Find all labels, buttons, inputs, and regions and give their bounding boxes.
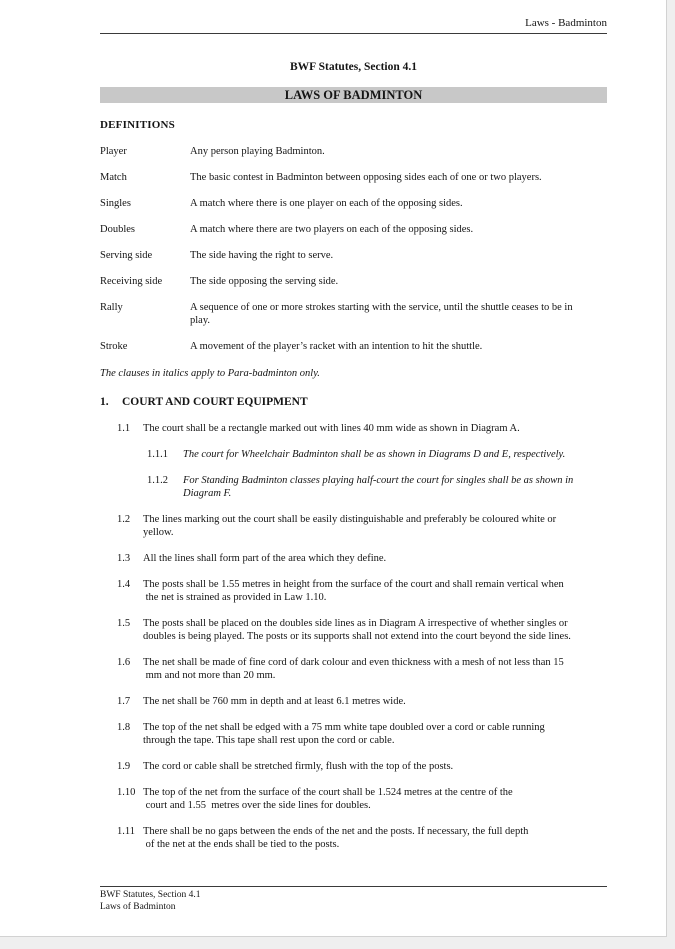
definition-row-doubles (100, 223, 607, 236)
section-1-heading (100, 395, 607, 409)
law-number: 1.8 (117, 722, 131, 733)
law-item-1-9 (117, 760, 607, 773)
law-item-1-2 (117, 513, 607, 539)
running-header (100, 0, 607, 34)
definition-row-receiving-side (100, 275, 607, 288)
para-badminton-note: The clauses in italics apply to Para-badminton only. (100, 368, 320, 379)
running-header-text: Laws - Badminton (525, 17, 607, 29)
definition-text: The side having the right to serve. (190, 250, 334, 261)
law-item-1-4 (117, 578, 607, 604)
definition-term: Singles (100, 198, 131, 209)
law-text: There shall be no gaps between the ends of the net and the posts. If necessary, the full depth of the net at the ends shall be tied to the posts. (143, 826, 529, 850)
definition-text: A movement of the player’s racket with an intention to hit the shuttle. (190, 341, 483, 352)
law-text: The top of the net shall be edged with a 75 mm white tape doubled over a cord or cable running through the tape. This tape shall rest upon the cord or cable. (143, 722, 545, 746)
law-number: 1.6 (117, 657, 131, 668)
law-text: The court shall be a rectangle marked out with lines 40 mm wide as shown in Diagram A. (143, 423, 520, 434)
definition-term: Receiving side (100, 276, 163, 287)
law-text: The top of the net from the surface of the court shall be 1.524 metres at the centre of the court and 1.55 metres over the side lines for doubles. (143, 787, 513, 811)
definition-row-serving-side (100, 249, 607, 262)
definition-text: A match where there is one player on each of the opposing sides. (190, 198, 463, 209)
definitions-heading: DEFINITIONS (100, 119, 175, 131)
definition-term: Stroke (100, 341, 128, 352)
law-text: The net shall be 760 mm in depth and at least 6.1 metres wide. (143, 696, 406, 707)
definition-row-player (100, 145, 607, 158)
definition-text: A sequence of one or more strokes starting with the service, until the shuttle ceases to be in play. (190, 302, 573, 326)
law-item-1-11 (117, 825, 607, 851)
definition-text: A match where there are two players on each of the opposing sides. (190, 224, 474, 235)
law-number: 1.3 (117, 553, 131, 564)
definition-term: Player (100, 146, 127, 157)
law-number: 1.2 (117, 514, 131, 525)
law-text: The posts shall be 1.55 metres in height from the surface of the court and shall remain vertical when the net is strained as provided in Law 1.10. (143, 579, 564, 603)
law-text: The posts shall be placed on the doubles side lines as in Diagram A irrespective of whether singles or doubles is being played. The posts or its supports shall not extend into the court beyond the side lines. (143, 618, 571, 642)
law-item-1-1-2 (147, 474, 607, 500)
footer-line-1: BWF Statutes, Section 4.1 (100, 890, 201, 900)
law-number: 1.7 (117, 696, 131, 707)
definition-term: Match (100, 172, 127, 183)
law-number: 1.1.2 (147, 475, 168, 486)
law-number: 1.10 (117, 787, 136, 798)
definition-text: The basic contest in Badminton between opposing sides each of one or two players. (190, 172, 542, 183)
definition-term: Serving side (100, 250, 153, 261)
law-item-1-3 (117, 552, 607, 565)
section-title: COURT AND COURT EQUIPMENT (122, 396, 308, 408)
law-number: 1.4 (117, 579, 131, 590)
definition-text: The side opposing the serving side. (190, 276, 339, 287)
definition-term: Rally (100, 302, 123, 313)
law-item-1-1 (117, 422, 607, 435)
page-footer (100, 886, 607, 913)
law-number: 1.9 (117, 761, 131, 772)
law-number: 1.5 (117, 618, 131, 629)
definition-row-match (100, 171, 607, 184)
definition-row-rally (100, 301, 607, 327)
section-number: 1. (100, 396, 109, 408)
law-item-1-7 (117, 695, 607, 708)
document-title: BWF Statutes, Section 4.1 (289, 61, 418, 73)
footer-line-2: Laws of Badminton (100, 901, 176, 912)
law-number: 1.1 (117, 423, 131, 434)
law-text: The cord or cable shall be stretched firmly, flush with the top of the posts. (143, 761, 454, 772)
definition-text: Any person playing Badminton. (190, 146, 325, 157)
law-text: All the lines shall form part of the area which they define. (143, 553, 387, 564)
definition-row-singles (100, 197, 607, 210)
law-item-1-1-1 (147, 448, 607, 461)
law-item-1-5 (117, 617, 607, 643)
law-text: For Standing Badminton classes playing half-court the court for singles shall be as shown in Diagram F. (183, 475, 574, 499)
title-banner (100, 87, 607, 103)
title-banner-text: LAWS OF BADMINTON (284, 88, 423, 102)
definition-row-stroke (100, 340, 607, 353)
definition-term: Doubles (100, 224, 135, 235)
law-item-1-10 (117, 786, 607, 812)
law-number: 1.11 (117, 826, 135, 837)
law-item-1-6 (117, 656, 607, 682)
law-text: The court for Wheelchair Badminton shall be as shown in Diagrams D and E, respectively. (183, 449, 566, 460)
law-item-1-8 (117, 721, 607, 747)
law-text: The lines marking out the court shall be easily distinguishable and preferably be coloured white or yellow. (143, 514, 557, 538)
page-content (100, 0, 607, 851)
law-text: The net shall be made of fine cord of dark colour and even thickness with a mesh of not less than 15 mm and not more than 20 mm. (143, 657, 564, 681)
law-number: 1.1.1 (147, 449, 168, 460)
